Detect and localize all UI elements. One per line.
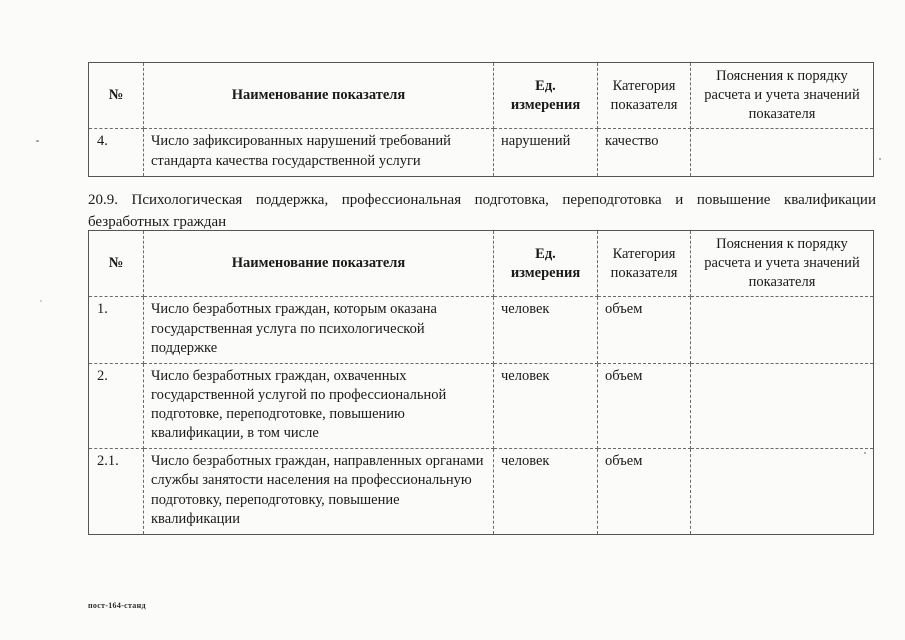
cell-indicator-name: Число безработных граждан, которым оказана государственная услуга по психологической поддержке (144, 297, 494, 363)
header-number: № (89, 231, 144, 297)
table-header-row (89, 63, 874, 129)
scan-speck (36, 140, 39, 142)
cell-category: объем (598, 449, 691, 535)
indicator-table-2 (88, 230, 874, 535)
cell-number: 2.1. (89, 449, 144, 535)
cell-category: объем (598, 297, 691, 363)
header-unit: Ед. измерения (494, 231, 598, 297)
header-indicator-name: Наименование показателя (144, 63, 494, 129)
section-heading: 20.9. Психологическая поддержка, профессиональная подготовка, переподготовка и повышение квалификации безработных граждан (88, 192, 876, 230)
cell-unit: человек (494, 297, 598, 363)
table-row (89, 297, 874, 363)
cell-indicator-name: Число безработных граждан, охваченных государственной услугой по профессиональной подготовке, переподготовке, повышению квалификации, в том числе (144, 363, 494, 449)
table-row (89, 363, 874, 449)
header-notes: Пояснения к порядку расчета и учета значений показателя (691, 63, 874, 129)
table-row (89, 129, 874, 176)
cell-number: 4. (89, 129, 144, 176)
header-category: Категория показателя (598, 231, 691, 297)
cell-indicator-name: Число зафиксированных нарушений требований стандарта качества государственной услуги (144, 129, 494, 176)
cell-number: 2. (89, 363, 144, 449)
cell-unit: нарушений (494, 129, 598, 176)
table-header-row (89, 231, 874, 297)
cell-number: 1. (89, 297, 144, 363)
header-number: № (89, 63, 144, 129)
cell-notes (691, 129, 874, 176)
header-indicator-name: Наименование показателя (144, 231, 494, 297)
header-notes: Пояснения к порядку расчета и учета значений показателя (691, 231, 874, 297)
scan-speck (40, 300, 42, 302)
cell-category: качество (598, 129, 691, 176)
table-row (89, 449, 874, 535)
indicator-table-1 (88, 62, 874, 177)
cell-unit: человек (494, 449, 598, 535)
scan-speck (879, 158, 881, 160)
header-category: Категория показателя (598, 63, 691, 129)
cell-indicator-name: Число безработных граждан, направленных органами службы занятости населения на профессиональную подготовку, переподготовку, повышение квалификации (144, 449, 494, 535)
cell-unit: человек (494, 363, 598, 449)
cell-notes (691, 297, 874, 363)
footer-stamp: пост-164-станд (88, 601, 146, 610)
header-unit: Ед. измерения (494, 63, 598, 129)
cell-category: объем (598, 363, 691, 449)
cell-notes (691, 449, 874, 535)
scan-speck (864, 452, 866, 454)
cell-notes (691, 363, 874, 449)
